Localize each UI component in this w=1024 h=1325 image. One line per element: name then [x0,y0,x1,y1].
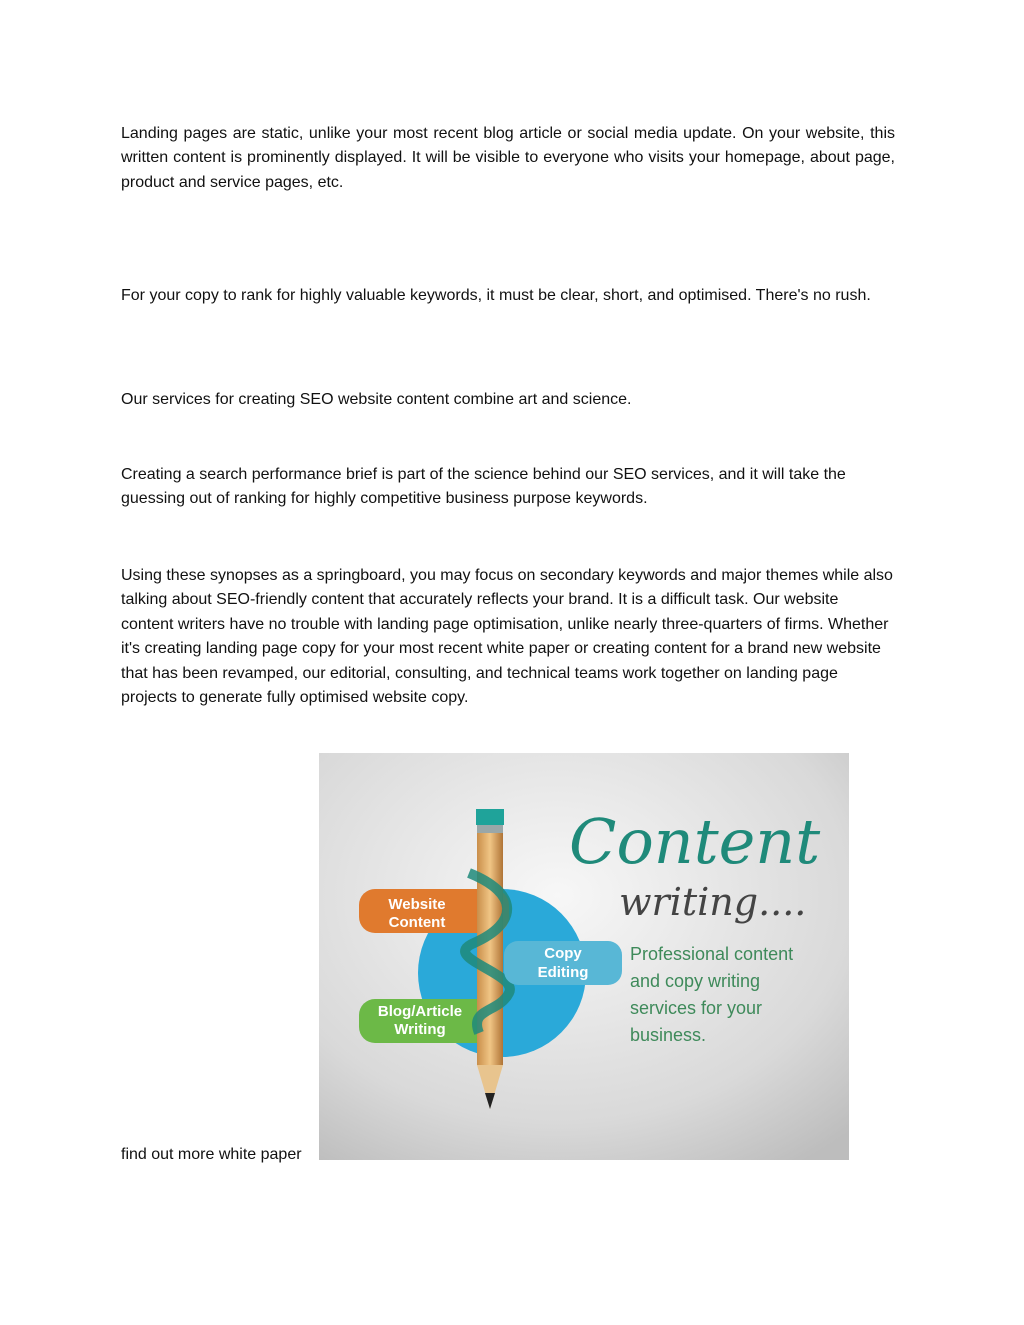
paragraph-performance-brief: Creating a search performance brief is part of the science behind our SEO services, and it will take the guessing out of ranking for highly competitive business purpose keywords. [121,466,846,508]
content-writing-image [319,753,849,1160]
paragraph-rank-keywords: For your copy to rank for highly valuable keywords, it must be clear, short, and optimised. There's no rush. [121,287,871,304]
paragraph-art-science: Our services for creating SEO website content combine art and science. [121,391,632,408]
svg-text:Content: Content [388,914,446,931]
white-paper-link[interactable]: find out more white paper [121,1146,302,1163]
paragraph-landing-pages: Landing pages are static, unlike your most recent blog article or social media update. On your website, this written content is prominently displayed. It will be visible to everyone who visits your homepage, about page, product and service pages, etc. [121,125,895,191]
svg-text:Writing: Writing [394,1021,446,1038]
svg-text:Website: Website [388,896,446,913]
paragraph-synopses: Using these synopses as a springboard, you may focus on secondary keywords and major themes while also talking about SEO-friendly content that accurately reflects your brand. It is a difficult task. Our website content writers have no trouble with landing page optimisation, unlike nearly three-quarters of firms. Whether it's creating landing page copy for your most recent white paper or creating content for a brand new website that has been revamped, our editorial, consulting, and technical teams work together on landing page projects to generate fully optimised website copy. [121,567,893,707]
svg-text:and copy writing: and copy writing [630,971,761,991]
pencil-icon [476,809,504,1109]
svg-text:business.: business. [630,1025,707,1045]
writing-title-text: writing.... [619,880,807,924]
copy-editing-tag [504,941,622,985]
svg-text:Professional content: Professional content [630,944,794,964]
svg-text:Editing: Editing [537,964,589,981]
content-title-text: Content [569,805,821,878]
svg-text:services for your: services for your [630,998,763,1018]
svg-text:Copy: Copy [544,945,582,962]
svg-text:Blog/Article: Blog/Article [377,1003,463,1020]
